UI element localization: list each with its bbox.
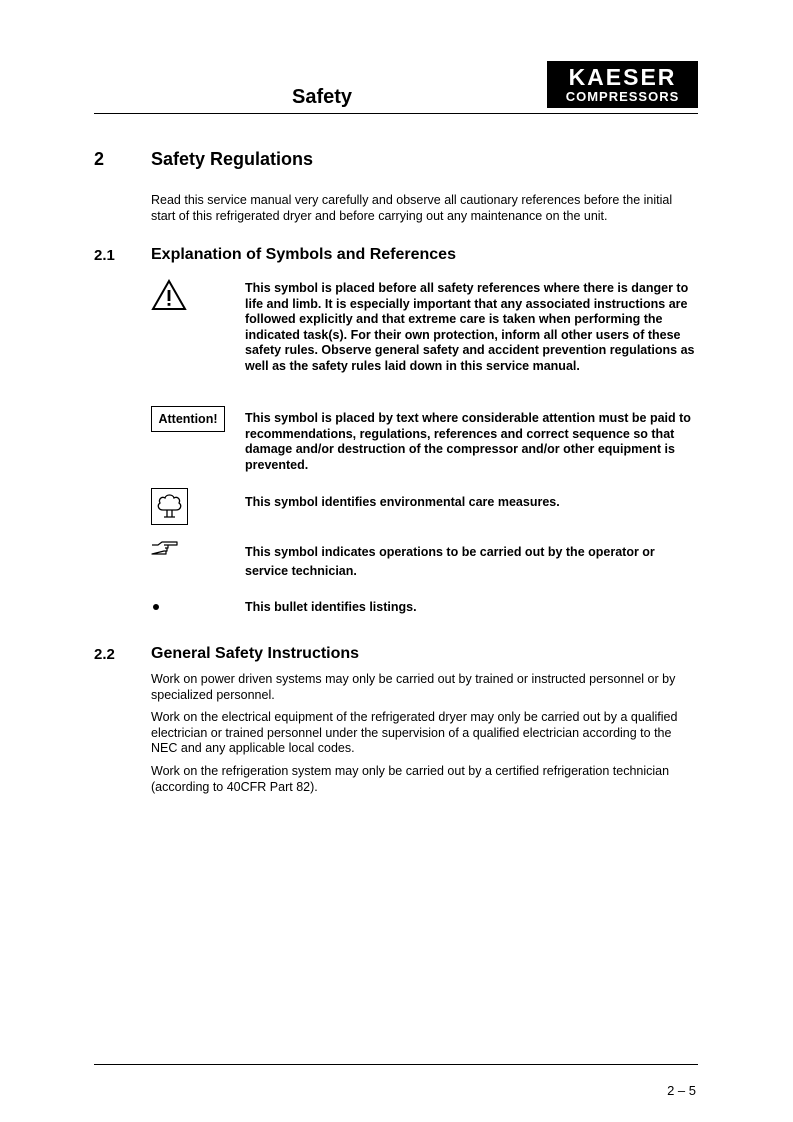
symbol-description-operations: This symbol indicates operations to be carried out by the operator or service technician. bbox=[245, 545, 655, 578]
symbol-description-bullet: This bullet identifies listings. bbox=[245, 600, 417, 614]
symbol-description-environment: This symbol identifies environmental care measures. bbox=[245, 495, 560, 509]
symbol-description-danger: This symbol is placed before all safety references where there is danger to life and limb. It is especially important that any associated instructions are followed explicitly and that extreme care is taken when performing the indicated task(s). For their own protection, inform all other users of these safety rules. Observe general safety and accident prevention regulations as well as the safety rules laid down in this service manual. bbox=[245, 281, 695, 373]
general-paragraph: Work on power driven systems may only be carried out by trained or instructed personnel or by specialized personnel. bbox=[151, 672, 676, 702]
page-number: 2 – 5 bbox=[667, 1083, 696, 1098]
bullet-icon bbox=[152, 603, 160, 611]
subsection-title: Explanation of Symbols and References bbox=[151, 246, 456, 263]
header-divider bbox=[94, 113, 698, 114]
pointing-hand-icon bbox=[151, 541, 179, 557]
intro-paragraph: Read this service manual very carefully and observe all cautionary references before the initial start of this refrigerated dryer and before carrying out any maintenance on the unit. bbox=[151, 193, 673, 223]
symbol-description-attention: This symbol is placed by text where considerable attention must be paid to recommendations, regulations, references and correct sequence so that damage and/or destruction of the compressor and/or other equipment is prevented. bbox=[245, 411, 691, 472]
section-title: Safety Regulations bbox=[151, 149, 314, 169]
tree-icon bbox=[152, 489, 187, 524]
kaeser-logo bbox=[547, 61, 698, 108]
logo-brand: KAESER bbox=[568, 64, 677, 90]
footer-divider bbox=[94, 1064, 698, 1065]
logo-subtitle: COMPRESSORS bbox=[565, 89, 680, 104]
warning-triangle-icon bbox=[151, 279, 187, 311]
subsection-title: General Safety Instructions bbox=[151, 645, 360, 662]
attention-label: Attention! bbox=[151, 406, 225, 432]
general-paragraph: Work on the electrical equipment of the refrigerated dryer may only be carried out by a qualified electrician or trained personnel under the supervision of a qualified electrician according to the NEC and any applicable local codes. bbox=[151, 710, 678, 755]
environment-symbol-box bbox=[151, 488, 188, 525]
section-number: 2 bbox=[94, 149, 105, 169]
page-header-title: Safety bbox=[292, 86, 353, 108]
general-paragraph: Work on the refrigeration system may only be carried out by a certified refrigeration technician (according to 40CFR Part 82). bbox=[151, 764, 670, 794]
subsection-number: 2.2 bbox=[94, 646, 115, 663]
subsection-number: 2.1 bbox=[94, 247, 115, 264]
